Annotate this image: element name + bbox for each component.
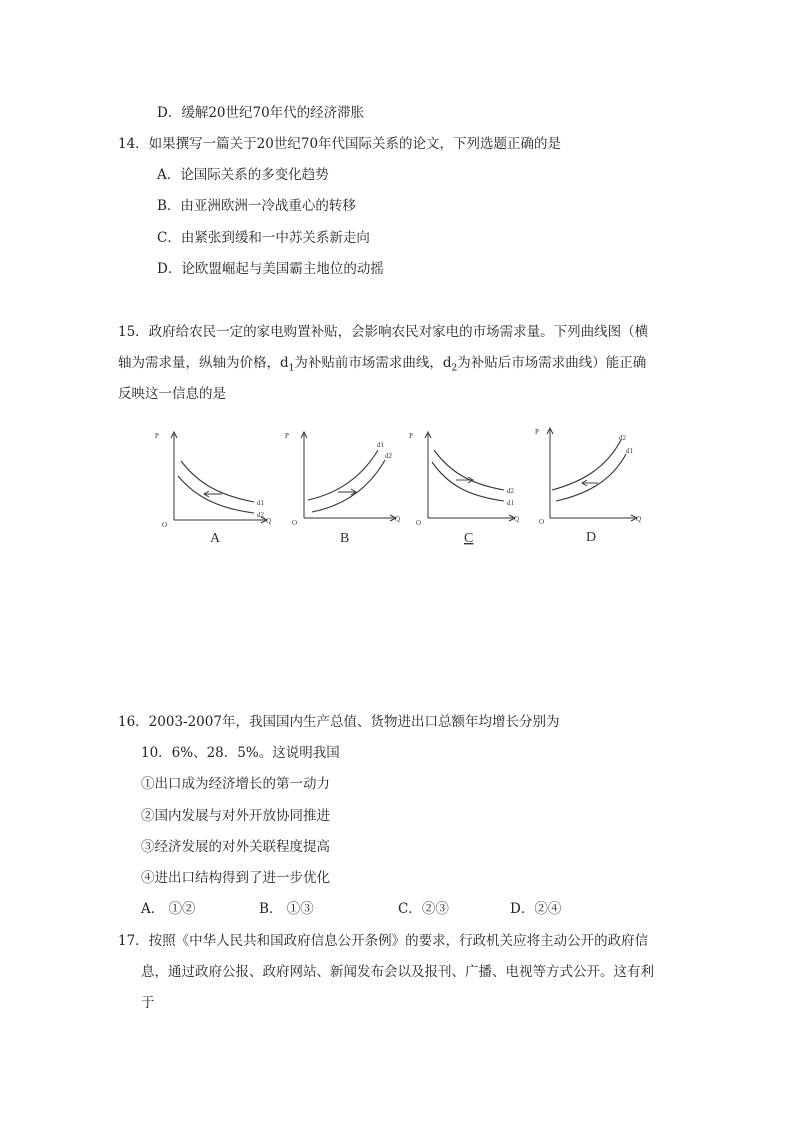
graph-c-axis-q: Q: [514, 515, 520, 523]
graph-a-origin: O: [162, 521, 168, 529]
q15-stem-text-a: 轴为需求量，纵轴为价格，d: [118, 355, 289, 371]
q14-option-d: D．论欧盟崛起与美国霸主地位的动摇: [157, 261, 384, 277]
q13-option-d: D．缓解20世纪70年代的经济滞胀: [157, 105, 365, 121]
q16-item-2: ②国内发展与对外开放协同推进: [141, 808, 330, 824]
graph-d-label-bottom: d1: [626, 447, 633, 455]
q16-stem-line1: 16．2003-2007年，我国国内生产总值、货物进出口总额年均增长分别为: [118, 714, 560, 730]
q17-stem-line1: 17．按照《中华人民共和国政府信息公开条例》的要求，行政机关应将主动公开的政府信: [118, 933, 649, 949]
q15-stem-line1: 15．政府给农民一定的家电购置补贴，会影响农民对家电的市场需求量。下列曲线图（横: [118, 324, 649, 340]
q15-sub-1: 1: [288, 363, 295, 374]
q16-item-3: ③经济发展的对外关联程度提高: [141, 839, 330, 855]
q15-stem-line2: [118, 353, 646, 379]
graph-d-curve-bottom: [556, 454, 626, 501]
q15-stem-text-b: 为补贴前市场需求曲线，d: [294, 355, 452, 371]
q16-stem-line2: 10．6%、28．5%。这说明我国: [141, 745, 340, 761]
q16-choice-d: D．②④: [510, 901, 562, 917]
graph-d-label-top: d2: [619, 434, 626, 442]
graph-a: [150, 428, 280, 548]
q15-sub-2: 2: [451, 363, 458, 374]
q17-stem-line2: 息，通过政府公报、政府网站、新闻发布会以及报刊、广播、电视等方式公开。这有利: [141, 964, 654, 980]
graph-d-axis-p: P: [535, 428, 539, 436]
graph-d-axis-q: Q: [636, 515, 642, 523]
q16-choice-a: A． ①②: [141, 901, 196, 917]
q14-option-c: C．由紧张到缓和一中苏关系新走向: [157, 230, 370, 246]
q15-stem-text-c: 为补贴后市场需求曲线）能正确: [457, 355, 647, 371]
q14-option-a: A．论国际关系的多变化趋势: [157, 167, 329, 183]
graph-d: [530, 424, 660, 544]
graph-d-curve-top: [552, 440, 621, 490]
q16-choice-b: B． ①③: [259, 901, 314, 917]
q14-stem: 14．如果撰写一篇关于20世纪70年代国际关系的论文，下列选题正确的是: [118, 136, 562, 152]
graph-c-origin: O: [416, 519, 422, 527]
graph-d-caption: D: [586, 530, 597, 545]
graph-c: [404, 428, 534, 548]
graph-a-axis-p: P: [155, 432, 159, 440]
graph-a-label-bottom: d2: [257, 511, 264, 519]
graph-a-caption: A: [210, 531, 221, 546]
graph-a-label-top: d1: [257, 499, 264, 507]
graph-c-caption: C: [464, 531, 474, 546]
graph-a-axis-q: Q: [266, 517, 272, 525]
graph-c-label-top: d2: [507, 487, 514, 495]
graph-b: [280, 428, 410, 548]
graph-c-label-bottom: d1: [507, 499, 514, 507]
q17-stem-line3: 于: [141, 995, 155, 1011]
q16-item-4: ④进出口结构得到了进一步优化: [141, 870, 330, 886]
q14-option-b: B．由亚洲欧洲一冷战重心的转移: [157, 198, 356, 214]
graph-b-curve-bottom: [312, 460, 385, 512]
q16-choice-c: C．②③: [398, 901, 449, 917]
q15-stem-line3: 反映这一信息的是: [118, 386, 226, 402]
graph-c-axis-p: P: [409, 432, 413, 440]
graph-b-caption: B: [340, 531, 350, 546]
graph-b-curve-top: [308, 450, 378, 500]
graph-b-label-top: d1: [377, 441, 384, 449]
graph-b-origin: O: [292, 519, 298, 527]
graph-b-label-bottom: d2: [385, 452, 392, 460]
graph-a-curve-bottom: [178, 476, 254, 513]
graph-a-curve-top: [181, 461, 254, 502]
graph-d-origin: O: [539, 518, 545, 526]
graph-b-axis-p: P: [285, 432, 289, 440]
graph-b-axis-q: Q: [395, 515, 401, 523]
graph-c-curve-bottom: [432, 462, 504, 501]
q16-item-1: ①出口成为经济增长的第一动力: [141, 776, 330, 792]
graph-c-curve-top: [434, 450, 504, 490]
